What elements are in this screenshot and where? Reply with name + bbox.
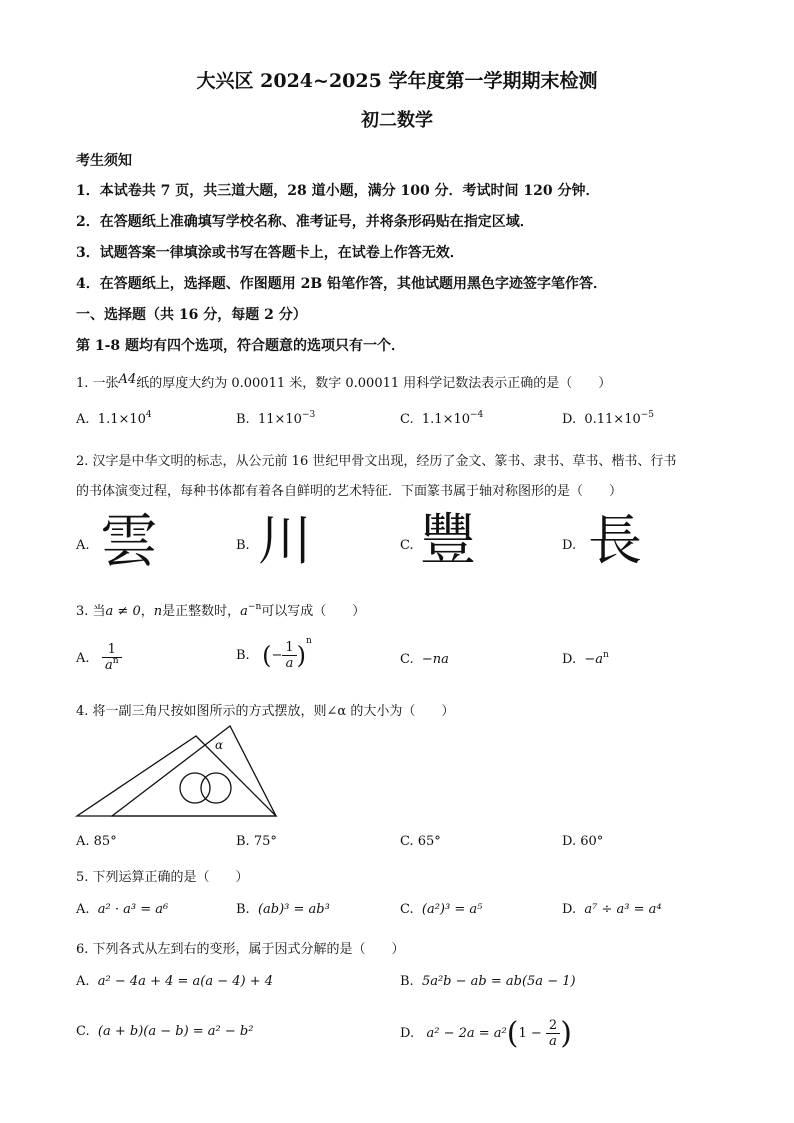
notice-item-3: 3．试题答案一律填涂或书写在答题卡上，在试卷上作答无效． [76,245,464,261]
question-1-stem: 1. 一张A4纸的厚度大约为 0.00011 米，数字 0.00011 用科学记数法表示正确的是（ ） [76,372,612,391]
question-3-stem: 3. 当a ≠ 0，n是正整数时，$a^{-n}$可以写成（ ） [76,602,366,619]
q2-option-d-label[interactable]: D. [562,538,577,553]
seal-script-glyph-b: 川 [258,509,312,572]
q4-option-a[interactable]: A. 85° [76,834,117,849]
notice-item-4: 4．在答题纸上，选择题、作图题用 2B 铅笔作答，其他试题用黑色字迹签字笔作答． [76,276,608,292]
q2-option-b-label[interactable]: B. [236,538,250,553]
seal-script-glyph-d: 長 [588,509,642,572]
section-heading: 一、选择题（共 16 分，每题 2 分） [76,307,307,323]
q1-option-a[interactable]: A. $1.1\times 10^4$ [76,410,152,427]
q3-option-c[interactable]: C. −na [400,652,449,667]
q2-option-a-label[interactable]: A. [76,538,90,553]
q6-option-c[interactable]: C. (a + b)(a − b) = a² − b² [76,1024,254,1039]
q4-option-c[interactable]: C. 65° [400,834,441,849]
exam-subject: 初二数学 [361,110,433,131]
q2-option-c-label[interactable]: C. [400,538,414,553]
q3-option-b[interactable]: B. (− $\frac{1}{a}$ )$^n$ [236,636,312,671]
exam-title: 大兴区 2024~2025 学年度第一学期期末检测 [196,70,598,92]
seal-script-glyph-a: 雲 [100,507,159,575]
q5-option-b[interactable]: B. (ab)³ = ab³ [236,902,330,917]
question-2-line-2: 的书体演变过程，每种书体都有着各自鲜明的艺术特征．下面篆书属于轴对称图形的是（ ） [76,484,623,499]
seal-script-glyph-c: 豐 [420,508,476,573]
q6-option-a[interactable]: A. a² − 4a + 4 = a(a − 4) + 4 [76,974,274,989]
q1-option-b[interactable]: B. $11\times 10^{-3}$ [236,410,316,427]
question-2-line-1: 2. 汉字是中华文明的标志，从公元前 16 世纪甲骨文出现，经历了金文、篆书、隶书、草书、楷书、行书 [76,454,677,469]
q4-option-b[interactable]: B. 75° [236,834,277,849]
q3-option-d[interactable]: D. $-a^n$ [562,650,609,667]
protractor-hole-right [201,773,231,803]
q3-option-a[interactable]: A. $\frac{1}{a^n}$ [76,642,122,675]
q4-option-d[interactable]: D. 60° [562,834,604,849]
notice-item-2: 2．在答题纸上准确填写学校名称、准考证号，并将条形码贴在指定区域． [76,214,534,230]
section-instruction: 第 1-8 题均有四个选项，符合题意的选项只有一个． [76,338,406,354]
q6-option-d[interactable]: D. a² − 2a = a²(1 − $\frac{2}{a}$ ) [400,1016,572,1051]
question-6-stem: 6. 下列各式从左到右的变形，属于因式分解的是（ ） [76,942,405,957]
notice-item-1: 1．本试卷共 7 页，共三道大题，28 道小题，满分 100 分．考试时间 120 分钟． [76,183,600,199]
q5-option-c[interactable]: C. (a²)³ = a⁵ [400,902,483,917]
question-4-stem: 4. 将一副三角尺按如图所示的方式摆放，则∠α 的大小为（ ） [76,704,455,719]
q5-option-a[interactable]: A. a² · a³ = a⁶ [76,902,169,917]
question-5-stem: 5. 下列运算正确的是（ ） [76,870,249,885]
q5-option-d[interactable]: D. a⁷ ÷ a³ = a⁴ [562,902,662,917]
q1-option-c[interactable]: C. $1.1\times 10^{-4}$ [400,410,484,427]
q1-option-d[interactable]: D. $0.11\times 10^{-5}$ [562,410,655,427]
angle-alpha-label: α [215,738,224,752]
notice-heading: 考生须知 [76,153,132,169]
large-set-square [77,736,276,816]
q6-option-b[interactable]: B. 5a²b − ab = ab(5a − 1) [400,974,576,989]
